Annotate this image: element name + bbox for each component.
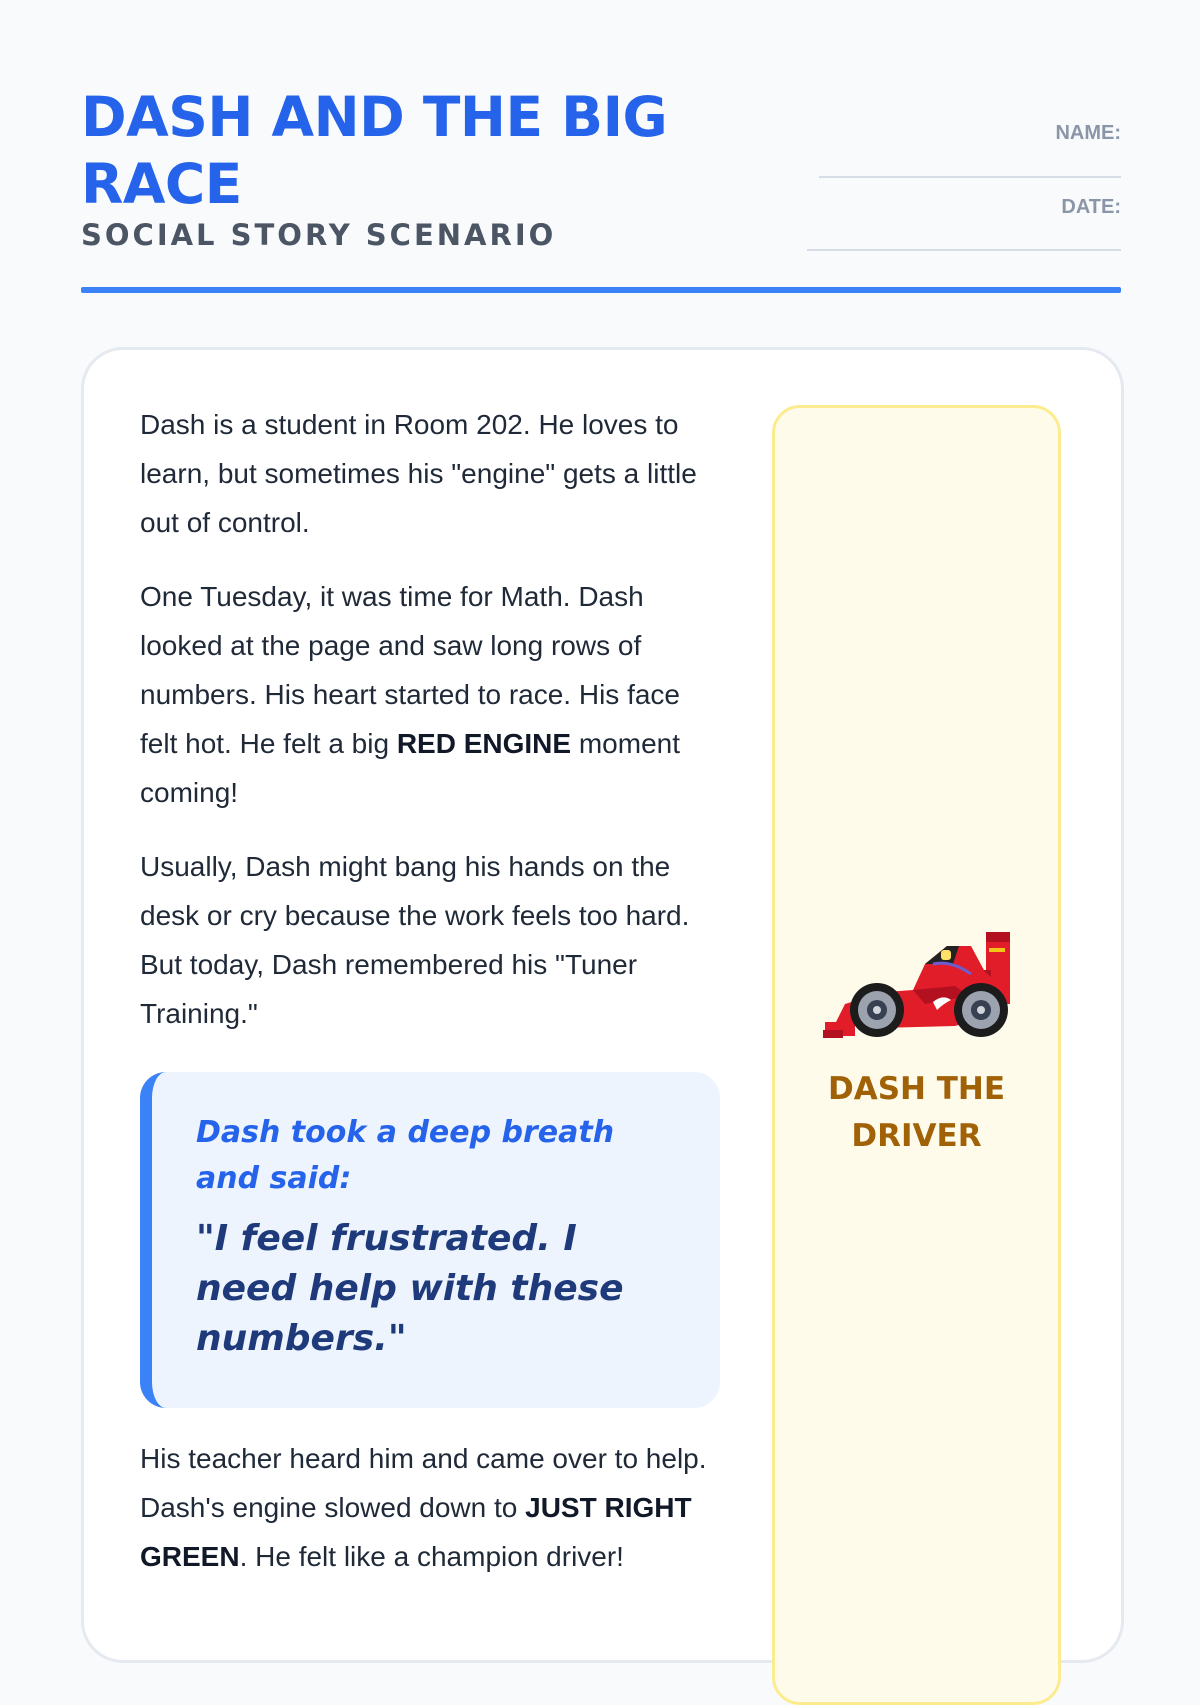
story-paragraph: [140, 1434, 720, 1581]
header-divider: [81, 287, 1121, 293]
red-engine-emphasis: RED ENGINE: [396, 728, 572, 759]
worksheet-header: [81, 84, 1121, 294]
page-title: DASH AND THE BIG RACE: [81, 85, 668, 216]
date-field-line[interactable]: [807, 249, 1121, 251]
quote-callout: [140, 1072, 720, 1408]
page-subtitle: SOCIAL STORY SCENARIO: [81, 218, 557, 252]
green-engine-emphasis: JUST RIGHT GREEN: [140, 1492, 692, 1572]
story-text-run: One Tuesday, it was time for Math. Dash looked at the page and saw long rows of numbers. His heart started to race. His face felt hot. He felt a big: [140, 581, 680, 759]
story-text-run: His teacher heard him and came over to help. Dash's engine slowed down to: [140, 1443, 707, 1523]
story-text-run: . He felt like a champion driver!: [239, 1541, 624, 1572]
story-paragraph: [140, 572, 720, 817]
name-field-line[interactable]: [819, 176, 1121, 178]
quote-intro: Dash took a deep breath and said:: [196, 1115, 615, 1196]
story-paragraph: Dash is a student in Room 202. He loves to learn, but sometimes his "engine" gets a little out of control.: [140, 409, 697, 538]
date-label: DATE:: [1061, 196, 1121, 218]
character-caption: DASH THE DRIVER: [827, 1071, 1006, 1154]
story-text: [140, 400, 720, 1606]
story-text-run: moment coming!: [140, 728, 680, 808]
story-paragraph: Usually, Dash might bang his hands on the desk or cry because the work feels too hard. But today, Dash remembered his "Tuner Training.": [140, 851, 690, 1029]
quote-text: "I feel frustrated. I need help with these numbers.": [196, 1218, 624, 1359]
race-car-icon: [821, 930, 1017, 1046]
story-card: [81, 347, 1124, 1663]
character-panel: [772, 405, 1061, 1705]
name-label: NAME:: [1055, 122, 1121, 144]
